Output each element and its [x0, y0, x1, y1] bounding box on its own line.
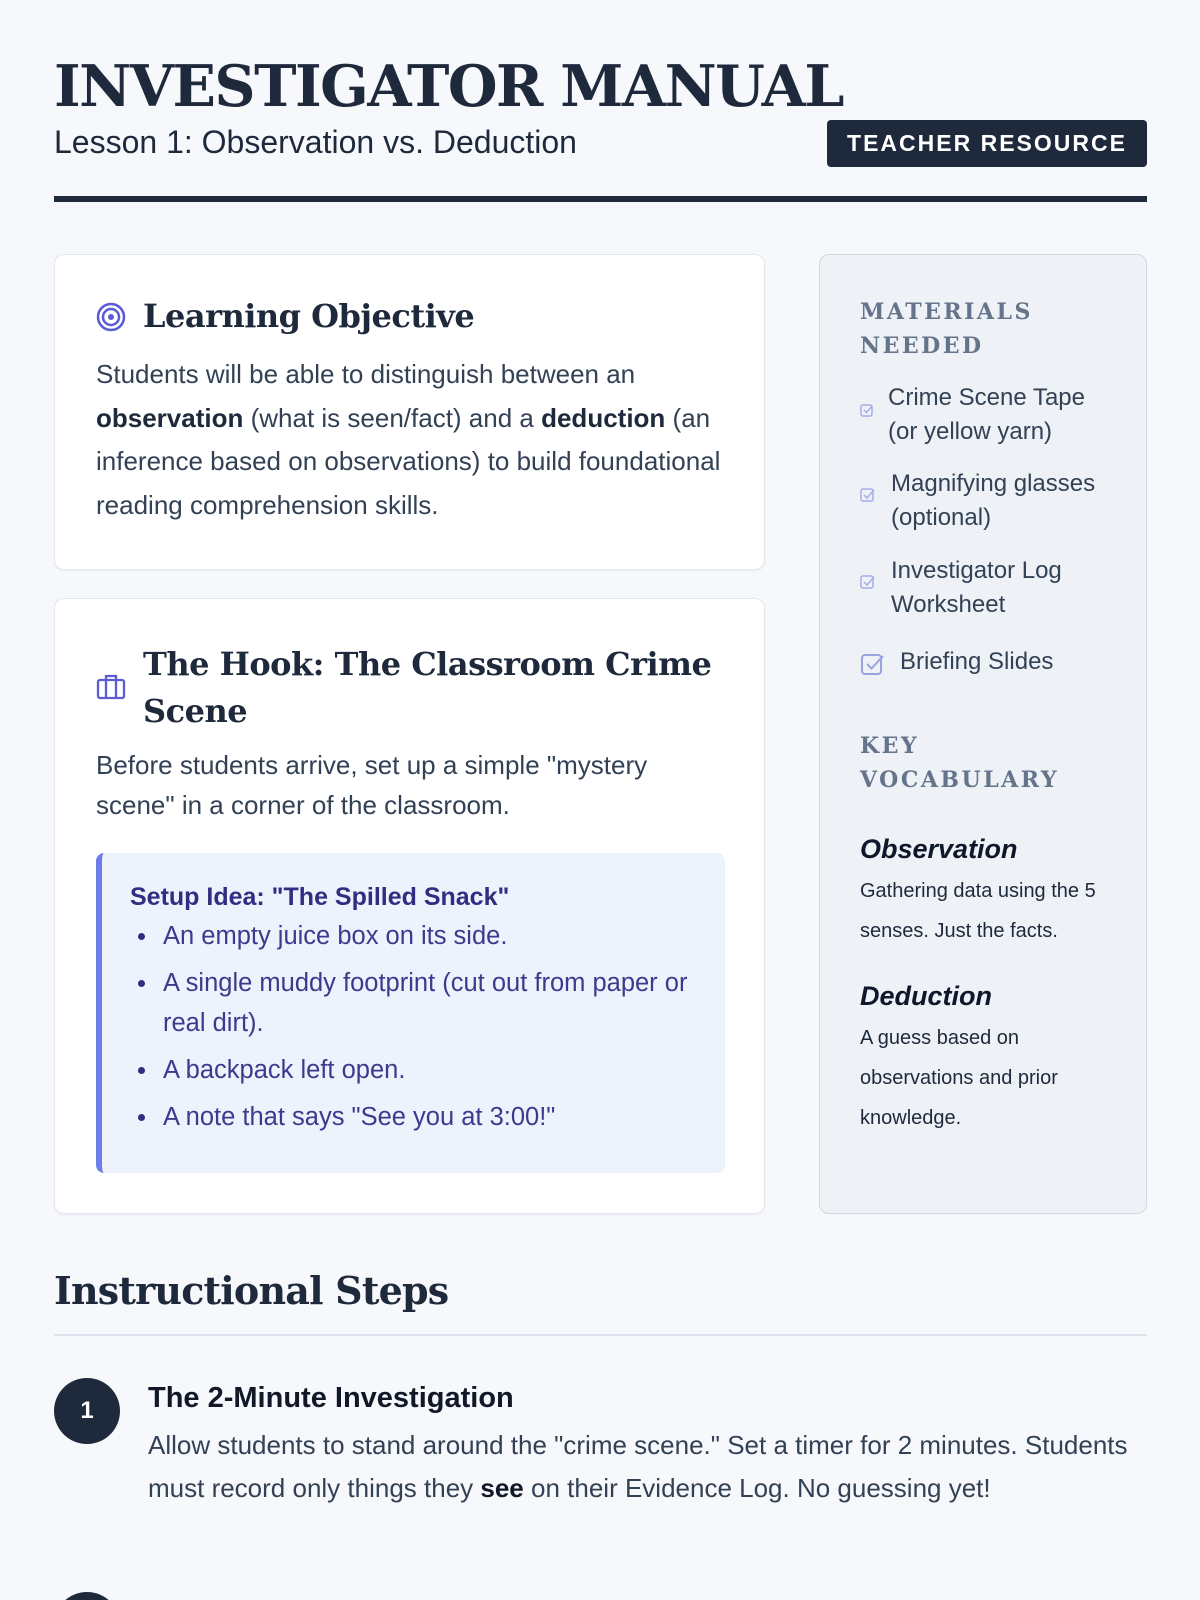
hook-heading: The Hook: The Classroom Crime Scene	[143, 645, 712, 730]
materials-heading: MATERIALS NEEDED	[860, 299, 1033, 359]
setup-idea-callout	[96, 853, 725, 1173]
material-item	[860, 557, 1120, 632]
vocab-definition: Gathering data using the 5 senses. Just the facts.	[860, 880, 1096, 942]
list-item: An empty juice box on its side.	[130, 916, 697, 956]
checkbox-icon	[860, 393, 874, 427]
objective-text: Students will be able to distinguish between an observation (what is seen/fact) and a deduction (an inference based on observations) to build foundational reading comprehension skills.	[96, 359, 721, 520]
vocabulary-heading: KEY VOCABULARY	[860, 733, 1060, 793]
hook-intro: Before students arrive, set up a simple "mystery scene" in a corner of the classroom.	[96, 750, 648, 820]
briefcase-icon	[96, 671, 126, 706]
setup-list	[130, 916, 697, 1137]
vocab-term-deduction: Deduction	[860, 981, 992, 1011]
material-item	[860, 649, 1120, 685]
lesson-page	[54, 0, 1147, 1503]
checkbox-icon	[860, 566, 876, 600]
list-item: A note that says "See you at 3:00!"	[130, 1097, 697, 1137]
page-title: INVESTIGATOR MANUAL	[54, 53, 843, 120]
material-item	[860, 470, 1120, 545]
callout-title: Setup Idea: "The Spilled Snack"	[130, 883, 510, 911]
learning-objective-card	[54, 254, 765, 570]
list-item: A backpack left open.	[130, 1050, 697, 1090]
teacher-resource-badge: TEACHER RESOURCE	[827, 120, 1147, 167]
target-icon	[96, 302, 126, 337]
term-deduction: deduction	[541, 402, 666, 433]
material-item	[860, 384, 1120, 459]
checkbox-icon	[860, 479, 876, 513]
objective-heading: Learning Objective	[143, 297, 475, 335]
vocab-definition: A guess based on observations and prior knowledge.	[860, 1027, 1058, 1129]
hook-card	[54, 598, 765, 1214]
material-label: Investigator Log Worksheet	[891, 557, 1062, 618]
term-observation: observation	[96, 402, 244, 433]
page-header	[54, 0, 1147, 202]
step-body: Allow students to stand around the "crime scene." Set a timer for 2 minutes. Students must record only things they see on their Evidence Log. No guessing yet!	[148, 1430, 1128, 1503]
checkbox-icon	[860, 651, 886, 687]
lesson-subtitle: Lesson 1: Observation vs. Deduction	[54, 124, 577, 160]
divider	[54, 1334, 1147, 1336]
material-label: Crime Scene Tape (or yellow yarn)	[888, 384, 1085, 445]
material-label: Magnifying glasses (optional)	[891, 470, 1096, 531]
material-label: Briefing Slides	[900, 648, 1054, 675]
steps-heading: Instructional Steps	[54, 1268, 449, 1313]
list-item: A single muddy footprint (cut out from paper or real dirt).	[130, 963, 697, 1043]
emphasis-see: see	[480, 1473, 524, 1503]
step-number-badge	[54, 1592, 120, 1600]
vocab-term-observation: Observation	[860, 834, 1018, 864]
step-number-badge: 1	[54, 1378, 120, 1444]
step-title: The 2-Minute Investigation	[148, 1382, 514, 1414]
sidebar	[819, 254, 1147, 1214]
